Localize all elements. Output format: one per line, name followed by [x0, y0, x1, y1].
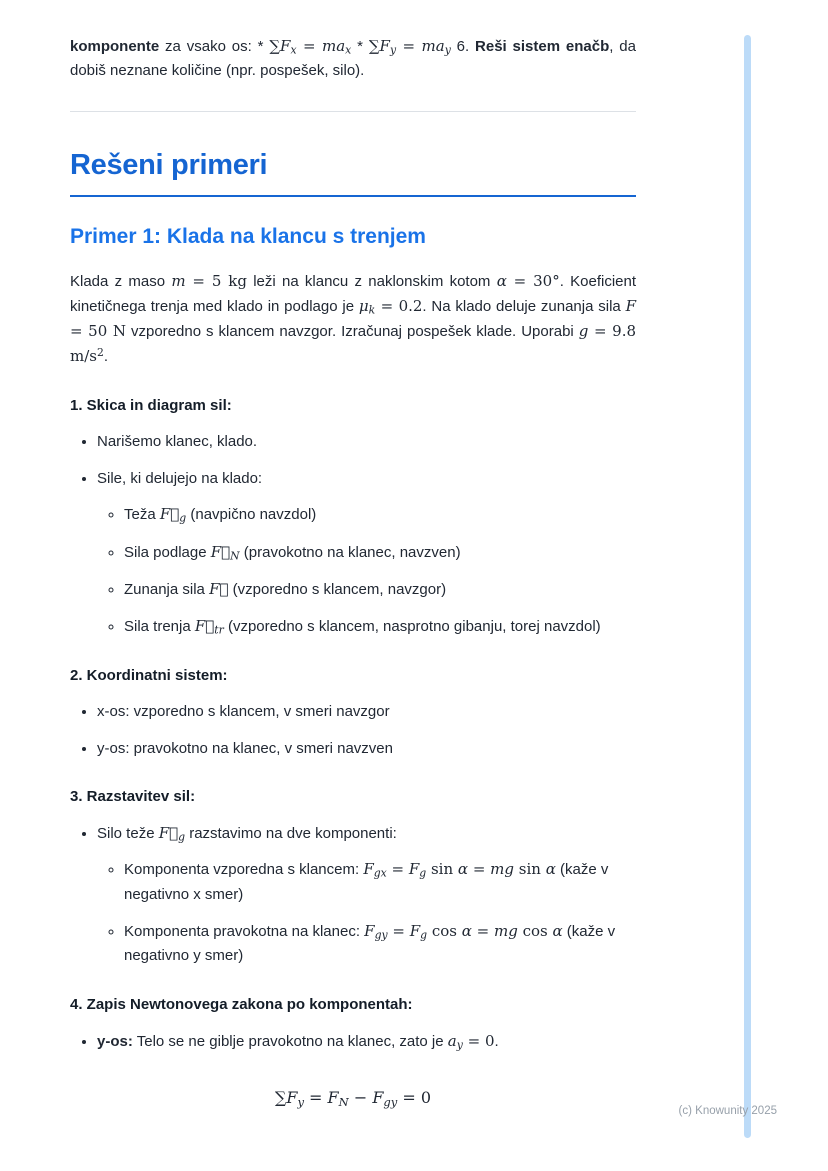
- text-run: = 0: [462, 1031, 495, 1050]
- text-run: gy: [383, 1094, 398, 1109]
- text-run: y-os:: [97, 1032, 133, 1050]
- list-item-lead: [97, 470, 262, 487]
- text-run: *: [351, 38, 369, 55]
- text-run: razstavimo na dve komponenti:: [185, 825, 397, 843]
- problem-statement: [70, 269, 636, 370]
- text-run: F: [372, 1087, 384, 1107]
- list-item: [124, 614, 636, 639]
- text-run: 6.: [450, 38, 476, 55]
- text-run: g: [420, 928, 428, 942]
- text-run: (vzporedno s klancem, navzgor): [228, 580, 447, 598]
- text-run: F: [625, 296, 636, 315]
- text-run: Narišemo klanec, klado.: [97, 432, 258, 450]
- intro-paragraph: [70, 34, 636, 84]
- text-run: g: [178, 830, 186, 844]
- text-run: (kaže v negativno x smer): [124, 861, 609, 903]
- text-run: F⃗: [210, 542, 231, 561]
- text-run: Silo teže: [97, 825, 159, 843]
- text-run: ma: [322, 37, 346, 55]
- list-item-lead: [97, 825, 397, 842]
- document-content: [70, 34, 636, 1109]
- scrollbar[interactable]: [744, 35, 751, 1138]
- text-run: cos: [427, 922, 462, 941]
- text-run: F: [363, 860, 374, 879]
- text-run: F: [327, 1087, 339, 1107]
- text-run: y: [297, 1094, 304, 1109]
- text-run: leži na klancu z naklonskim kotom: [246, 272, 497, 290]
- text-run: .: [494, 1032, 499, 1050]
- list-item: • x-os: vzporedno s klancem, v smeri navzgor: [97, 700, 636, 724]
- text-run: α: [496, 271, 507, 290]
- text-run: F: [409, 922, 421, 941]
- text-run: N: [230, 549, 240, 563]
- list-item: [124, 502, 636, 527]
- page-title: Rešeni primeri: [70, 149, 636, 197]
- text-run: Sila trenja: [124, 618, 195, 636]
- text-run: sin: [426, 860, 458, 879]
- text-run: gy: [374, 928, 388, 942]
- text-run: ma: [421, 37, 445, 55]
- list-item: [124, 577, 636, 602]
- text-run: Zunanja sila: [124, 580, 210, 598]
- list-item: [97, 467, 636, 639]
- list-item: [124, 540, 636, 565]
- text-run: cos: [517, 922, 553, 941]
- text-run: Komponenta vzporedna s klancem:: [124, 861, 364, 879]
- text-run: =: [303, 1087, 328, 1107]
- text-run: F⃗: [209, 579, 229, 598]
- text-run: x: [290, 43, 297, 57]
- text-run: mg: [493, 922, 518, 941]
- text-run: α: [545, 860, 556, 879]
- text-run: g: [419, 867, 427, 881]
- section-divider: [70, 111, 636, 112]
- text-run: F⃗: [194, 617, 215, 636]
- step-1-title: 1. Skica in diagram sil:: [70, 396, 232, 414]
- text-run: ∑F: [368, 37, 390, 55]
- step-4-title: 4. Zapis Newtonovega zakona po komponentah:: [70, 995, 413, 1013]
- step-2-title: 2. Koordinatni sistem:: [70, 666, 228, 684]
- components-sublist: [97, 857, 636, 968]
- list-item: • y-os: pravokotno na klanec, v smeri navzven: [97, 737, 636, 761]
- text-run: −: [348, 1087, 373, 1107]
- example-1-heading: Primer 1: Klada na klancu s trenjem: [70, 224, 426, 248]
- step-3-list: [70, 821, 636, 968]
- text-run: μ: [358, 296, 369, 315]
- text-run: g: [578, 322, 589, 341]
- text-run: = 30°: [506, 271, 560, 290]
- text-run: Klada z maso: [70, 272, 172, 290]
- text-run: gx: [373, 867, 387, 881]
- text-run: a: [447, 1031, 457, 1050]
- text-run: k: [368, 303, 376, 317]
- text-run: α: [457, 860, 469, 879]
- text-run: Telo se ne giblje pravokotno na klanec, zato je: [132, 1032, 448, 1050]
- step-3-title: 3. Razstavitev sil:: [70, 788, 196, 806]
- text-run: =: [296, 37, 322, 55]
- text-run: Sila podlage: [124, 543, 211, 561]
- text-run: g: [179, 512, 187, 526]
- text-run: = 0.2: [375, 296, 423, 315]
- text-run: m: [171, 271, 186, 290]
- text-run: =: [471, 922, 494, 941]
- text-run: Sile, ki delujejo na klado:: [97, 470, 263, 488]
- newton-y-equation: [70, 1088, 636, 1109]
- text-run: = 50 N: [70, 322, 126, 341]
- list-item: [97, 1029, 636, 1054]
- text-run: F: [364, 922, 375, 941]
- text-run: y: [444, 43, 451, 57]
- text-run: vzporedno s klancem navzgor. Izračunaj pospešek klade. Uporabi: [126, 323, 579, 341]
- list-item: [97, 430, 636, 454]
- text-run: 2: [96, 346, 104, 360]
- text-run: komponente: [70, 38, 160, 55]
- list-item: [124, 857, 636, 907]
- text-run: . Na klado deluje zunanja sila: [422, 297, 626, 315]
- step-1-list: [70, 430, 636, 640]
- text-run: =: [387, 922, 410, 941]
- text-run: za vsako os: *: [159, 38, 270, 55]
- copyright-notice: (c) Knowunity 2025: [678, 1105, 777, 1117]
- text-run: (kaže v negativno y smer): [124, 923, 616, 965]
- text-run: (vzporedno s klancem, nasprotno gibanju, torej navzdol): [223, 618, 601, 636]
- text-run: =: [386, 860, 409, 879]
- text-run: (pravokotno na klanec, navzven): [239, 543, 461, 561]
- text-run: α: [552, 922, 563, 941]
- text-run: sin: [513, 860, 546, 879]
- text-run: ∑F: [269, 37, 291, 55]
- text-run: = 9.8 m/s: [70, 322, 637, 366]
- text-run: y: [456, 1038, 463, 1052]
- text-run: F⃗: [158, 824, 179, 843]
- forces-sublist: [97, 502, 636, 639]
- text-run: . Koeficient kinetičnega trenja med klado in podlago je: [70, 272, 637, 315]
- text-run: mg: [490, 860, 514, 879]
- step-4-list: [70, 1029, 636, 1054]
- list-item: [124, 919, 636, 969]
- list-item: [97, 821, 636, 968]
- text-run: y: [389, 43, 397, 57]
- text-run: , da dobiš neznane količine (npr. pospešek, silo).: [70, 38, 636, 80]
- text-run: (navpično navzdol): [186, 506, 317, 524]
- text-run: F: [408, 860, 420, 879]
- text-run: α: [461, 922, 472, 941]
- text-run: tr: [214, 623, 224, 637]
- text-run: =: [396, 37, 422, 55]
- step-2-list: [70, 700, 636, 762]
- text-run: ∑F: [274, 1087, 298, 1107]
- text-run: Reši sistem enačb: [475, 38, 610, 55]
- text-run: =: [468, 860, 491, 879]
- text-run: = 5 kg: [185, 271, 247, 290]
- text-run: Teža: [124, 506, 160, 524]
- text-run: N: [338, 1094, 349, 1109]
- text-run: .: [103, 348, 109, 366]
- text-run: Komponenta pravokotna na klanec:: [124, 923, 365, 941]
- text-run: F⃗: [159, 505, 180, 524]
- text-run: = 0: [397, 1087, 432, 1107]
- text-run: x: [345, 43, 352, 57]
